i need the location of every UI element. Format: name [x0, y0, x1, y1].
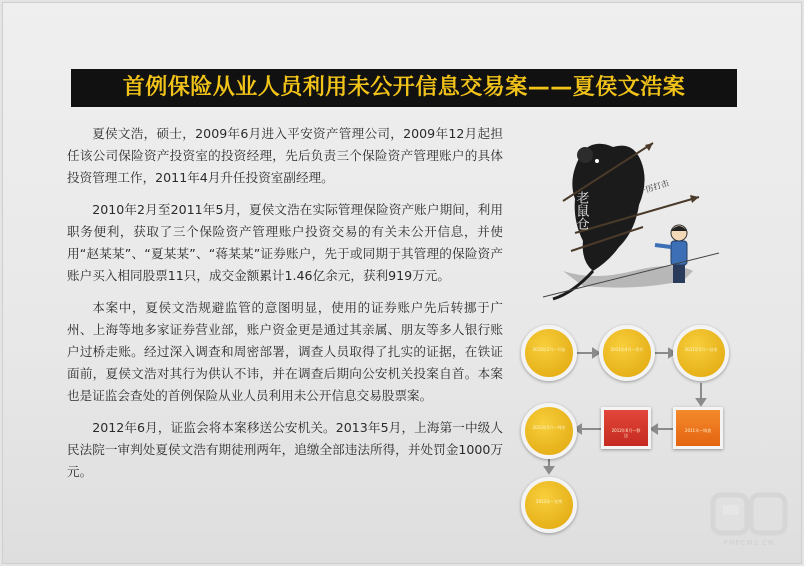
page-sheet	[2, 2, 802, 564]
paragraph-1: 夏侯文浩，硕士，2009年6月进入平安资产管理公司，2009年12月起担任该公司保险资产投资室的投资经理，先后负责三个保险资产管理账户的具体投资管理工作，2011年4月升任投资室副经理。	[67, 126, 503, 185]
watermark-text: PHPCMS.CN	[723, 539, 775, 547]
flow-node-6-label: 2013年5月—判决	[532, 425, 566, 430]
rat-cartoon-illustration	[523, 121, 723, 311]
officer-legs	[673, 265, 685, 283]
article-body	[67, 123, 503, 493]
flow-node-1	[521, 325, 577, 381]
case-timeline-flow	[515, 321, 730, 541]
arrow-label: 严厉打击	[636, 178, 671, 197]
flow-node-2-label: 2011年4月—晋升	[610, 347, 644, 352]
flow-node-7	[521, 477, 577, 533]
flow-node-7-label: 2013年—宣判	[535, 499, 563, 504]
paragraph-2: 2010年2月至2011年5月，夏侯文浩在实际管理保险资产账户期间，利用职务便利，获取了三个保险资产管理账户投资交易的有关未公开信息，并使用“赵某某”、“夏某某”、“蒋某某”证券账户，先于或同期于其管理的保险资产账户买入相同股票11只，成交金额累计1.46亿余元，获利919万元。	[67, 202, 503, 283]
flow-node-3	[673, 325, 729, 381]
paragraph-4: 2012年6月，证监会将本案移送公安机关。2013年5月，上海第一中级人民法院一审判处夏侯文浩有期徒刑两年，追缴全部违法所得，并处罚金1000万元。	[67, 420, 503, 479]
flow-node-1-label: 2010年2月—开始	[532, 347, 566, 352]
rat-eye	[595, 159, 599, 163]
officer-arm	[655, 245, 671, 247]
flow-node-5	[601, 407, 651, 449]
paragraph-3: 本案中，夏侯文浩规避监管的意图明显，使用的证券账户先后转挪于广州、上海等地多家证券营业部，账户资金更是通过其亲属、朋友等多人银行账户过桥走账。经过深入调查和周密部署，调查人员取得了扎实的证据，在铁证面前，夏侯文浩对其行为供认不讳，并在调查后期向公安机关投案自首。本案也是证监会查处的首例保险从业人员利用未公开信息交易股票案。	[67, 300, 503, 403]
page-title: 首例保险从业人员利用未公开信息交易案——夏侯文浩案	[71, 69, 737, 107]
rat-label: 老鼠仓	[573, 191, 589, 230]
flow-node-5-label: 2012年6月—移送	[611, 428, 641, 438]
flow-node-6	[521, 403, 577, 459]
watermark	[709, 491, 789, 551]
watermark-logo	[709, 491, 789, 537]
flow-node-3-label: 2011年5月—结束	[684, 347, 718, 352]
arrow-head-2	[690, 195, 699, 203]
flow-node-4-label: 2011年—调查	[684, 428, 712, 433]
rat-ear	[577, 147, 593, 163]
flow-node-4	[673, 407, 723, 449]
flow-node-2	[599, 325, 655, 381]
